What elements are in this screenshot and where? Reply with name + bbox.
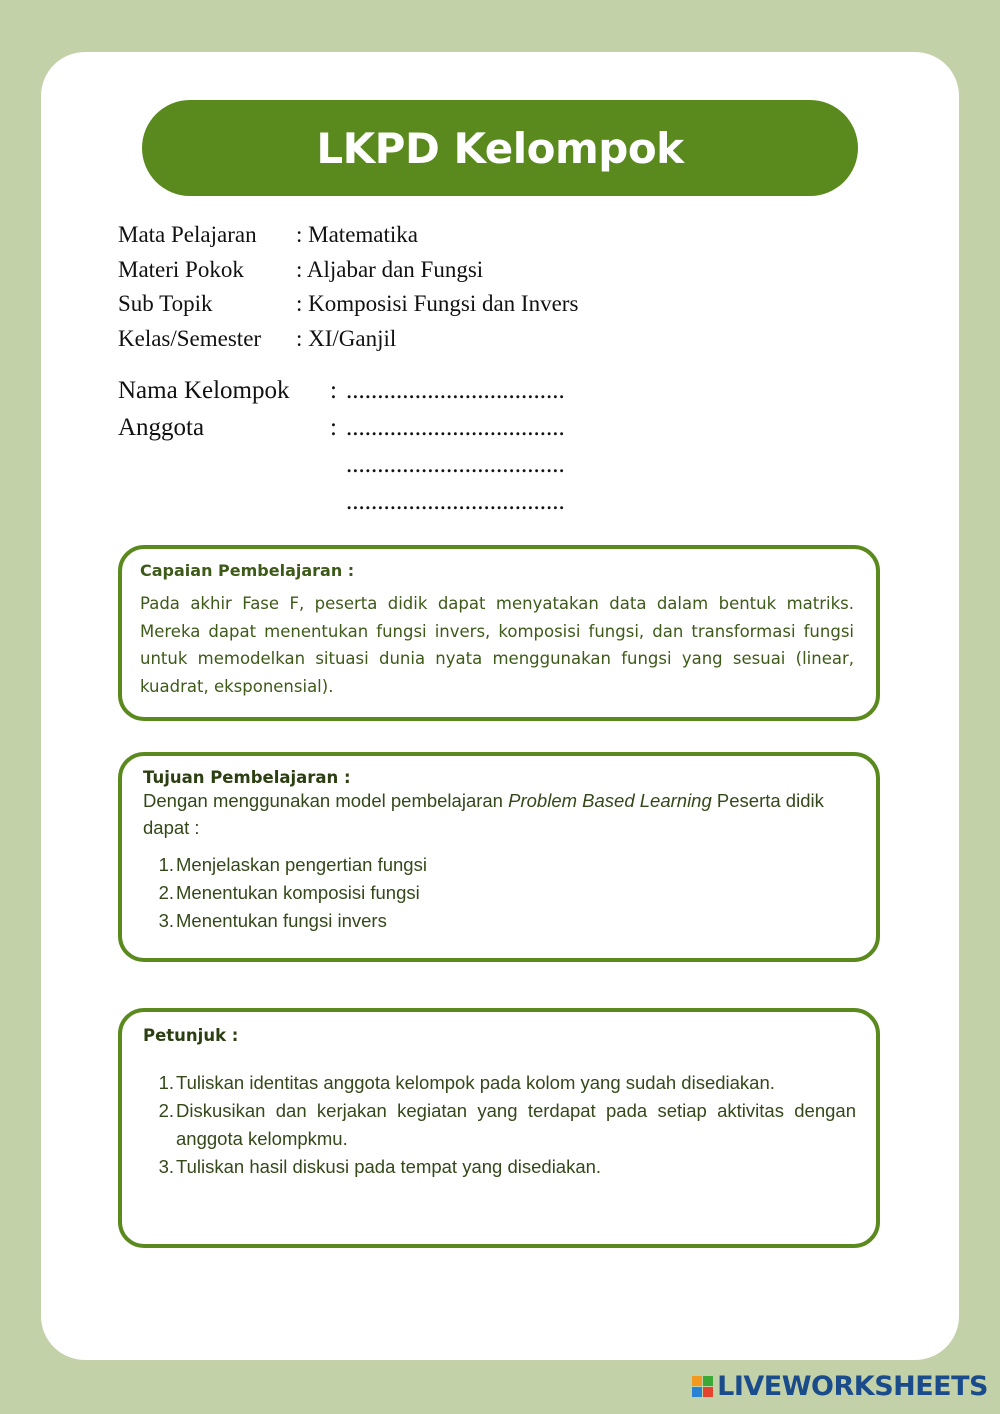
meta-value: : Matematika (296, 222, 418, 247)
list-text: Diskusikan dan kerjakan kegiatan yang terdapat pada setiap aktivitas dengan anggota kelompkmu. (176, 1100, 856, 1149)
subject-info (118, 218, 578, 356)
meta-row-class (118, 322, 578, 357)
list-text: Menentukan fungsi invers (176, 910, 387, 931)
member-row (118, 446, 565, 483)
list-text: Tuliskan hasil diskusi pada tempat yang disediakan. (176, 1156, 602, 1177)
learning-outcomes-text: Pada akhir Fase F, peserta didik dapat menyatakan data dalam bentuk matriks. Mereka dapat menentukan fungsi invers, komposisi fungsi, dan transformasi fungsi untuk memodelkan situasi dunia nyata menggunakan fungsi yang sesuai (linear, kuadrat, eksponensial). (140, 594, 854, 696)
meta-label: Mata Pelajaran (118, 222, 257, 247)
group-name-label: Nama Kelompok (118, 377, 290, 404)
group-identity (118, 372, 565, 520)
group-name-field[interactable]: ................................... (346, 377, 565, 404)
intro-model: Problem Based Learning (508, 790, 712, 811)
list-item (143, 907, 856, 935)
list-number: 1. (158, 1072, 174, 1093)
instructions-box (118, 1008, 880, 1248)
meta-label: Kelas/Semester (118, 325, 262, 351)
member-label: Anggota (118, 414, 205, 441)
learning-outcomes-heading: Capaian Pembelajaran : (140, 561, 355, 580)
list-item (143, 851, 856, 879)
objectives-list (143, 851, 856, 935)
brand-name: LIVEWORKSHEETS (717, 1371, 988, 1402)
liveworksheets-logo-icon (692, 1376, 713, 1397)
member-field-1[interactable]: ................................... (346, 414, 565, 441)
learning-objectives-intro (143, 787, 856, 841)
learning-objectives-heading: Tujuan Pembelajaran : (143, 768, 351, 787)
list-text: Menjelaskan pengertian fungsi (176, 854, 427, 875)
member-row (118, 409, 565, 446)
member-field-3[interactable]: ................................... (346, 488, 565, 515)
spacer (118, 446, 346, 483)
meta-value: : XI/Ganjil (296, 325, 397, 351)
page-title: LKPD Kelompok (142, 100, 858, 196)
learning-objectives-box (118, 752, 880, 962)
list-item (143, 1153, 856, 1181)
list-number: 3. (158, 1156, 174, 1177)
list-number: 2. (158, 882, 174, 903)
list-number: 2. (158, 1100, 174, 1121)
separator: : (330, 377, 337, 404)
spacer (118, 483, 346, 520)
meta-label: Sub Topik (118, 291, 213, 316)
instructions-heading: Petunjuk : (143, 1026, 239, 1045)
intro-text: Peserta didik dapat : (143, 790, 824, 838)
liveworksheets-brand[interactable] (692, 1371, 988, 1402)
meta-row-subject (118, 218, 578, 253)
separator: : (330, 414, 337, 441)
list-number: 1. (158, 854, 174, 875)
member-field-2[interactable]: ................................... (346, 451, 565, 478)
list-item (143, 1069, 856, 1097)
meta-value: : Komposisi Fungsi dan Invers (296, 291, 579, 316)
intro-text: Dengan menggunakan model pembelajaran (143, 790, 509, 811)
list-item (143, 1097, 856, 1153)
meta-label: Materi Pokok (118, 256, 244, 282)
list-number: 3. (158, 910, 174, 931)
learning-outcomes-box (118, 545, 880, 721)
meta-value: : Aljabar dan Fungsi (296, 256, 484, 282)
member-row (118, 483, 565, 520)
meta-row-subtopic (118, 287, 578, 322)
list-item (143, 879, 856, 907)
meta-row-topic (118, 253, 578, 288)
list-text: Tuliskan identitas anggota kelompok pada kolom yang sudah disediakan. (176, 1072, 775, 1093)
group-name-row (118, 372, 565, 409)
list-text: Menentukan komposisi fungsi (176, 882, 420, 903)
instructions-list (143, 1069, 856, 1181)
